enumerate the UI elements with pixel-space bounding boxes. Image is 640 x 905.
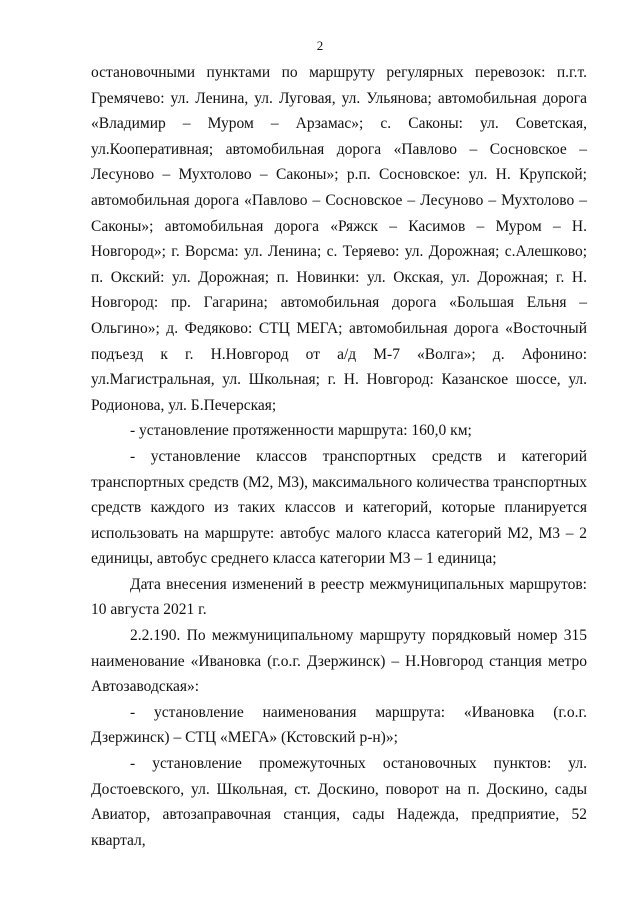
paragraph-route-name: - установление наименования маршрута: «Ивановка (г.о.г. Дзержинск) – СТЦ «МЕГА» (Кстовский р-н)»;	[91, 703, 587, 747]
page-number: 2	[316, 38, 324, 53]
paragraph-intermediate-stops: - установление промежуточных остановочных пунктов: ул. Достоевского, ул. Школьная, ст. Доскино, поворот на п. Доскино, сады Авиатор, автозаправочная станция, сады Надежда, предприятие, 52 квартал,	[91, 755, 587, 849]
paragraph-stops-continuation: остановочными пунктами по маршруту регулярных перевозок: п.г.т. Гремячево: ул. Ленина, ул. Луговая, ул. Ульянова; автомобильная дорога «Владимир – Муром – Арзамас»; с. Саконы: ул. Советская, ул.Кооперативная; автомобильная дорога «Павлово – Сосновское – Лесуново – Мухтолово – Саконы»; р.п. Сосновское: ул. Н. Крупской; автомобильная дорога «Павлово – Сосновское – Лесуново – Мухтолово – Саконы»; автомобильная дорога «Ряжск – Касимов – Муром – Н. Новгород»; г. Ворсма: ул. Ленина; с. Теряево: ул. Дорожная; с.Алешково; п. Окский: ул. Дорожная; п. Новинки: ул. Окская, ул. Дорожная; г. Н. Новгород: пр. Гагарина; автомобильная дорога «Большая Ельня – Ольгино»; д. Федяково: СТЦ МЕГА; автомобильная дорога «Восточный подъезд к г. Н.Новгород от а/д М-7 «Волга»; д. Афонино: ул.Магистральная, ул. Школьная; г. Н. Новгород: Казанское шоссе, ул. Родионова, ул. Б.Печерская;	[91, 64, 587, 414]
paragraph-route-length: - установление протяженности маршрута: 160,0 км;	[130, 422, 472, 440]
document-body	[91, 60, 587, 853]
paragraph-registry-date: Дата внесения изменений в реестр межмуниципальных маршрутов: 10 августа 2021 г.	[91, 575, 587, 619]
paragraph-route-315: 2.2.190. По межмуниципальному маршруту порядковый номер 315 наименование «Ивановка (г.о.г. Дзержинск) – Н.Новгород станция метро Автозаводская»:	[91, 627, 587, 696]
paragraph-vehicle-classes: - установление классов транспортных средств и категорий транспортных средств (М2, М3), максимального количества транспортных средств каждого из таких классов и категорий, которые планируется использовать на маршруте: автобус малого класса категорий М2, М3 – 2 единицы, автобус среднего класса категории М3 – 1 единица;	[91, 447, 587, 568]
